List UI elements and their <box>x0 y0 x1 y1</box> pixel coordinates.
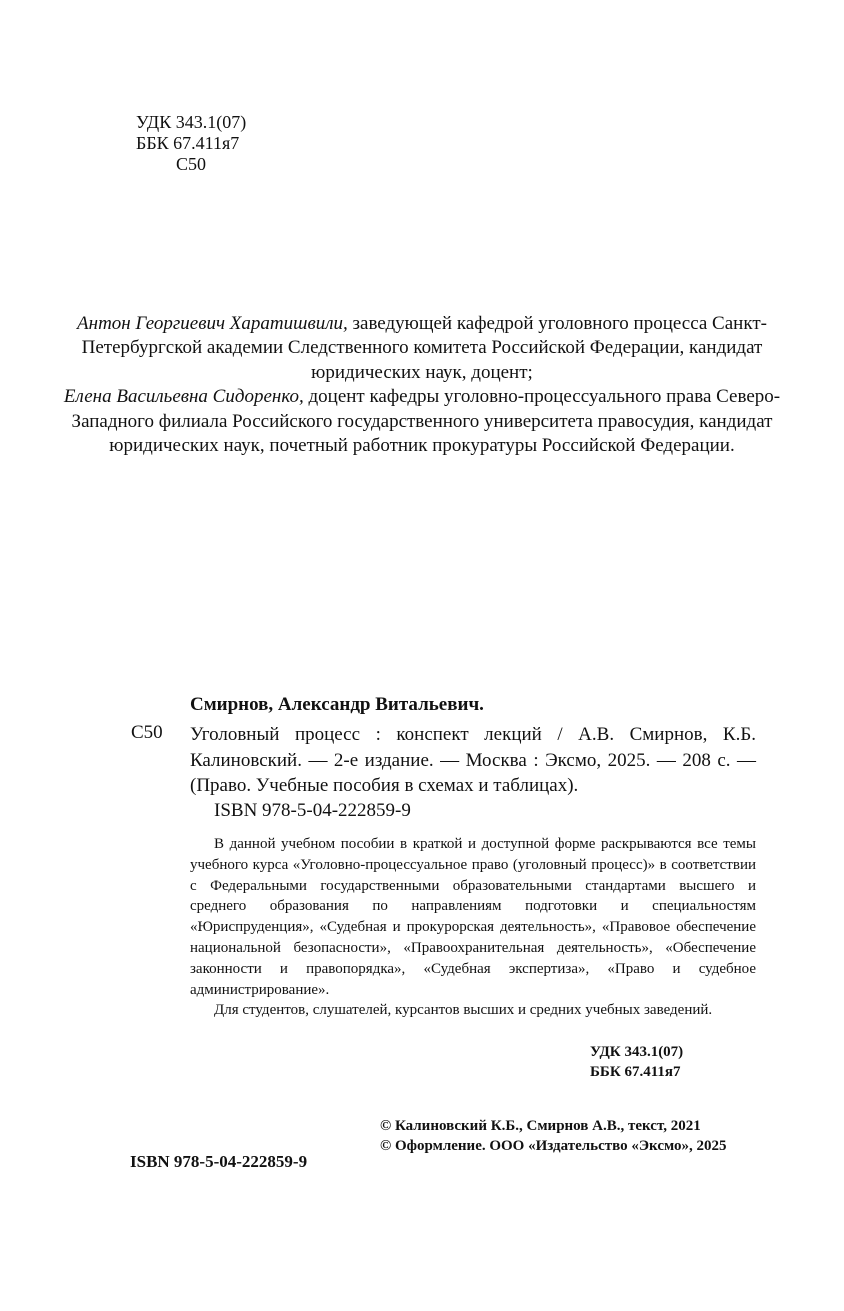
udk-block-top <box>136 112 246 175</box>
reviewer-2-name: Елена Васильевна Сидоренко, <box>63 386 304 408</box>
catalog-isbn: ISBN 978-5-04-222859-9 <box>214 800 411 821</box>
copyright-design: © Оформление. ООО «Издательство «Эксмо», 2025 <box>380 1138 727 1154</box>
annotation-paragraph-2: Для студентов, слушателей, курсантов высших и средних учебных заведений. <box>214 1002 713 1019</box>
reviewers-section <box>60 312 784 458</box>
reviewer-2-text: доцент кафедры уголовно-процессуального права Северо-Западного филиала Российского государственного университета правосудия, кандидат юридических наук, почетный работник прокуратуры Российской Федерации. <box>71 386 781 457</box>
bbk-code-right: ББК 67.411я7 <box>590 1064 681 1080</box>
author-sign: С50 <box>176 154 207 174</box>
udk-code: УДК 343.1(07) <box>136 112 247 132</box>
catalog-description: Уголовный процесс : конспект лекций / А.В. Смирнов, К.Б. Калиновский. — 2-е издание. — Москва : Эксмо, 2025. — 208 с. — (Право. Учебные пособия в схемах и таблицах). <box>190 724 756 796</box>
reviewer-1-name: Антон Георгиевич Харатишвили, <box>77 313 348 334</box>
isbn-bottom: ISBN 978-5-04-222859-9 <box>130 1152 308 1171</box>
catalog-author-sign: С50 <box>131 722 163 743</box>
copyright-block <box>380 1116 756 1156</box>
catalog-author: Смирнов, Александр Витальевич. <box>190 694 484 715</box>
reviewer-1-text: заведующей кафедрой уголовного процесса Санкт-Петербургской академии Следственного комитета Российской Федерации, кандидат юридических наук, доцент; <box>81 313 767 383</box>
annotation-paragraph-1: В данной учебном пособии в краткой и доступной форме раскрываются все темы учебного курса «Уголовно-процессуальное право (уголовный процесс)» в соответствии с Федеральными государственными образовательными стандартами высшего и среднего образования по направлениям подготовки и специальностям «Юриспруденция», «Судебная и прокурорская деятельность», «Правовое обеспечение национальной безопасности», «Правоохранительная деятельность», «Обеспечение законности и правопорядка», «Судебная экспертиза», «Право и судебное администрирование». <box>190 836 756 998</box>
annotation <box>190 834 756 1021</box>
udk-block-right <box>590 1042 756 1082</box>
copyright-text: © Калиновский К.Б., Смирнов А.В., текст, 2021 <box>380 1118 701 1134</box>
udk-code-right: УДК 343.1(07) <box>590 1044 684 1060</box>
bbk-code: ББК 67.411я7 <box>136 133 240 153</box>
